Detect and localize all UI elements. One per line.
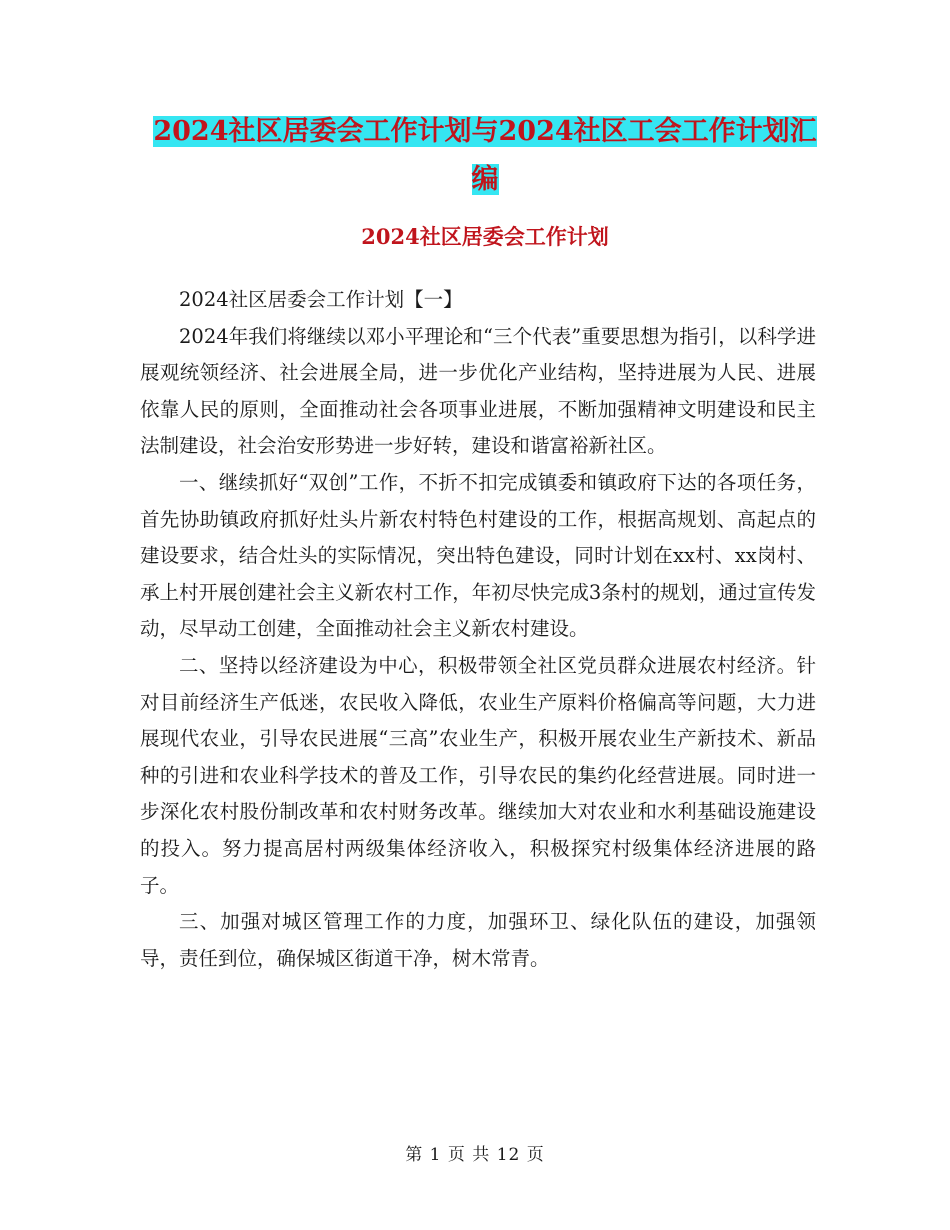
document-title: [140, 108, 830, 204]
intro-paragraph: 2024年我们将继续以邓小平理论和“三个代表”重要思想为指引，以科学进展观统领经济、社会进展全局，进一步优化产业结构，坚持进展为人民、进展依靠人民的原则，全面推动社会各项事业进展，不断加强精神文明建设和民主法制建设，社会治安形势进一步好转，建设和谐富裕新社区。: [140, 324, 816, 458]
section-title: 2024社区居委会工作计划: [361, 224, 609, 249]
item-one-paragraph: 一、继续抓好“双创”工作，不折不扣完成镇委和镇政府下达的各项任务，首先协助镇政府抓好灶头片新农村特色村建设的工作，根据高规划、高起点的建设要求，结合灶头的实际情况，突出特色建设，同时计划在xx村、xx岗村、承上村开展创建社会主义新农村工作，年初尽快完成3条村的规划，通过宣传发动，尽早动工创建，全面推动社会主义新农村建设。: [140, 470, 816, 641]
item-three-paragraph: 三、加强对城区管理工作的力度，加强环卫、绿化队伍的建设，加强领导，责任到位，确保城区街道干净，树木常青。: [140, 910, 816, 970]
document-body: [140, 282, 816, 977]
plan-heading-paragraph: 2024社区居委会工作计划【一】: [179, 288, 463, 311]
item-two-paragraph: 二、坚持以经济建设为中心，积极带领全社区党员群众进展农村经济。针对目前经济生产低迷，农民收入降低，农业生产原料价格偏高等问题，大力进展现代农业，引导农民进展“三高”农业生产，积极开展农业生产新技术、新品种的引进和农业科学技术的普及工作，引导农民的集约化经营进展。同时进一步深化农村股份制改革和农村财务改革。继续加大对农业和水利基础设施建设的投入。努力提高居村两级集体经济收入，积极探究村级集体经济进展的路子。: [140, 653, 816, 897]
document-title-text: 2024社区居委会工作计划与2024社区工会工作计划汇编: [153, 116, 817, 195]
page-number-footer: 第 1 页 共 12 页: [405, 1145, 545, 1165]
